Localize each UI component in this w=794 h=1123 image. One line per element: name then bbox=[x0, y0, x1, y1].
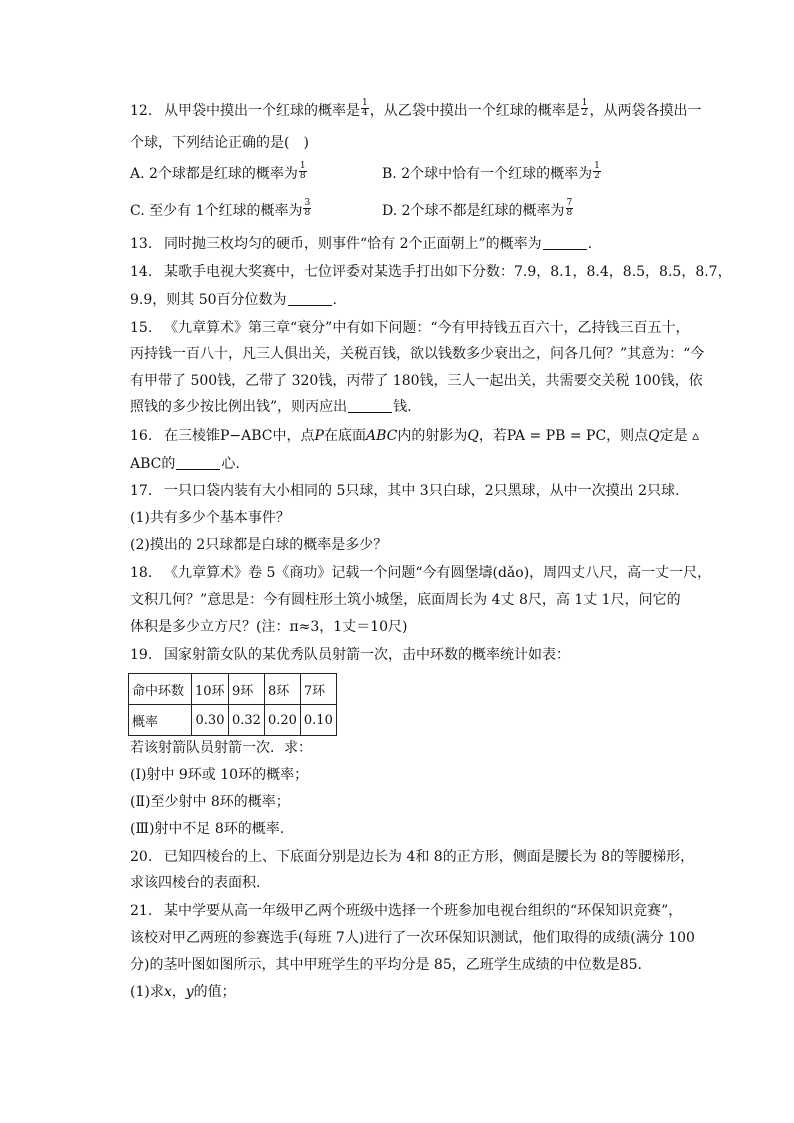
table-cell: 0.10 bbox=[300, 705, 336, 736]
question-19-part-3: (Ⅲ)射中不足 8环的概率. bbox=[130, 821, 285, 837]
question-17-part-2: (2)摸出的 2只球都是白球的概率是多少？ bbox=[130, 537, 388, 553]
table-cell: 9环 bbox=[229, 674, 265, 705]
table-cell: 7环 bbox=[300, 674, 336, 705]
question-20-line-1: 20. 已知四棱台的上、下底面分别是边长为 4和 8的正方形，侧面是腰长为 8的等腰梯形， bbox=[130, 849, 695, 865]
question-16-line-1: 16. 在三棱锥P−ABC中，点P在底面ABC内的射影为Q，若PA = PB = PC，则点Q定是 ▵ bbox=[130, 428, 700, 444]
question-19-part-2: (Ⅱ)至少射中 8环的概率； bbox=[130, 794, 290, 810]
question-19-part-1: (Ⅰ)射中 9环或 10环的概率； bbox=[130, 767, 309, 783]
question-15-line-2: 丙持钱一百八十，凡三人俱出关，关税百钱，欲以钱数多少衰出之，问各几何？”其意为：“今 bbox=[130, 346, 705, 362]
question-number: 17. bbox=[130, 483, 153, 499]
question-14-line-2: 9.9，则其 50百分位数为 . bbox=[130, 292, 337, 308]
question-number: 15. bbox=[130, 320, 153, 336]
answer-blank bbox=[543, 235, 587, 250]
question-20-line-2: 求该四棱台的表面积. bbox=[130, 875, 261, 891]
question-15-line-3: 有甲带了 500钱，乙带了 320钱，丙带了 180钱，三人一起出关，共需要交关税 100钱，依 bbox=[130, 373, 703, 389]
question-number: 12. bbox=[130, 103, 153, 119]
option-d: D. 2个球不都是红球的概率为 $\frac{7}{8}$ bbox=[382, 197, 573, 219]
table-cell: 0.32 bbox=[229, 705, 265, 736]
option-a: A. 2个球都是红球的概率为 $\frac{1}{8}$ bbox=[130, 160, 306, 182]
question-number: 13. bbox=[130, 236, 153, 252]
question-21-line-2: 该校对甲乙两班的参赛选手(每班 7人)进行了一次环保知识测试，他们取得的成绩(满分 100 bbox=[130, 930, 695, 946]
question-number: 16. bbox=[130, 428, 153, 444]
question-number: 14. bbox=[130, 264, 153, 280]
question-16-line-2: ABC的 心. bbox=[130, 456, 240, 472]
question-17-part-1: (1)共有多少个基本事件？ bbox=[130, 510, 290, 526]
answer-blank bbox=[288, 291, 332, 306]
question-21-line-1: 21. 某中学要从高一年级甲乙两个班级中选择一个班参加电视台组织的“环保知识竞赛”， bbox=[130, 903, 683, 919]
fraction: $\frac{1}{2}$ bbox=[594, 160, 600, 181]
fraction: $\frac{7}{8}$ bbox=[566, 197, 573, 218]
question-number: 20. bbox=[130, 849, 153, 865]
question-number: 21. bbox=[130, 903, 153, 919]
fraction: $\frac{1}{2}$ bbox=[581, 97, 588, 118]
option-c: C. 至少有 1个红球的概率为 $\frac{3}{8}$ bbox=[130, 197, 311, 219]
question-17-line-1: 17. 一只口袋内装有大小相同的 5只球，其中 3只白球，2只黑球，从中一次摸出 2只球. bbox=[130, 483, 680, 499]
question-18-line-2: 文积几何？”意思是：今有圆柱形土筑小城堡，底面周长为 4丈 8尺，高 1丈 1尺，问它的 bbox=[130, 592, 681, 608]
question-13: 13. 同时抛三枚均匀的硬币，则事件“恰有 2个正面朝上”的概率为 . bbox=[130, 236, 593, 252]
question-12-line-2: 个球，下列结论正确的是( ) bbox=[130, 135, 309, 151]
question-number: 18. bbox=[130, 565, 153, 581]
question-19-prompt: 若该射箭队员射箭一次．求： bbox=[130, 740, 312, 756]
table-cell: 10环 bbox=[192, 674, 229, 705]
answer-blank bbox=[348, 398, 392, 413]
fraction: $\frac{1}{4}$ bbox=[362, 97, 368, 118]
table-cell: 8环 bbox=[264, 674, 300, 705]
table-row bbox=[129, 705, 337, 736]
probability-table bbox=[128, 673, 337, 736]
question-12-line-1: 12. 从甲袋中摸出一个红球的概率是 $\frac{1}{4}$ ，从乙袋中摸出一个红球的概率是 $\frac{1}{2}$ ，从两袋各摸出一 bbox=[130, 97, 702, 119]
question-number: 19. bbox=[130, 647, 153, 663]
question-18-line-3: 体积是多少立方尺？(注：π≈3，1丈＝10尺) bbox=[130, 619, 408, 635]
question-21-line-3: 分)的茎叶图如图所示，其中甲班学生的平均分是 85，乙班学生成绩的中位数是85. bbox=[130, 957, 642, 973]
question-15-line-1: 15. 《九章算术》第三章“衰分”中有如下问题：“今有甲持钱五百六十，乙持钱三百五十， bbox=[130, 320, 690, 336]
question-19-line-1: 19. 国家射箭女队的某优秀队员射箭一次，击中环数的概率统计如表： bbox=[130, 647, 570, 663]
question-18-line-1: 18. 《九章算术》卷 5《商功》记载一个问题“今有圆堡壔(dǎo)，周四丈八尺，高一丈一尺， bbox=[130, 565, 712, 581]
table-cell: 命中环数 bbox=[129, 674, 192, 705]
fraction: $\frac{3}{8}$ bbox=[304, 197, 311, 218]
option-b: B. 2个球中恰有一个红球的概率为 $\frac{1}{2}$ bbox=[382, 160, 600, 182]
table-header-row bbox=[129, 674, 337, 705]
question-15-line-4: 照钱的多少按比例出钱”，则丙应出 钱. bbox=[130, 399, 412, 415]
table-cell: 概率 bbox=[129, 705, 192, 736]
question-14-line-1: 14. 某歌手电视大奖赛中，七位评委对某选手打出如下分数：7.9，8.1，8.4，8.5，8.5，8.7， bbox=[130, 264, 732, 280]
table-cell: 0.20 bbox=[264, 705, 300, 736]
fraction: $\frac{1}{8}$ bbox=[299, 160, 306, 181]
answer-blank bbox=[176, 455, 220, 470]
question-21-part-1: (1)求x，y的值； bbox=[130, 984, 236, 1000]
table-cell: 0.30 bbox=[192, 705, 229, 736]
